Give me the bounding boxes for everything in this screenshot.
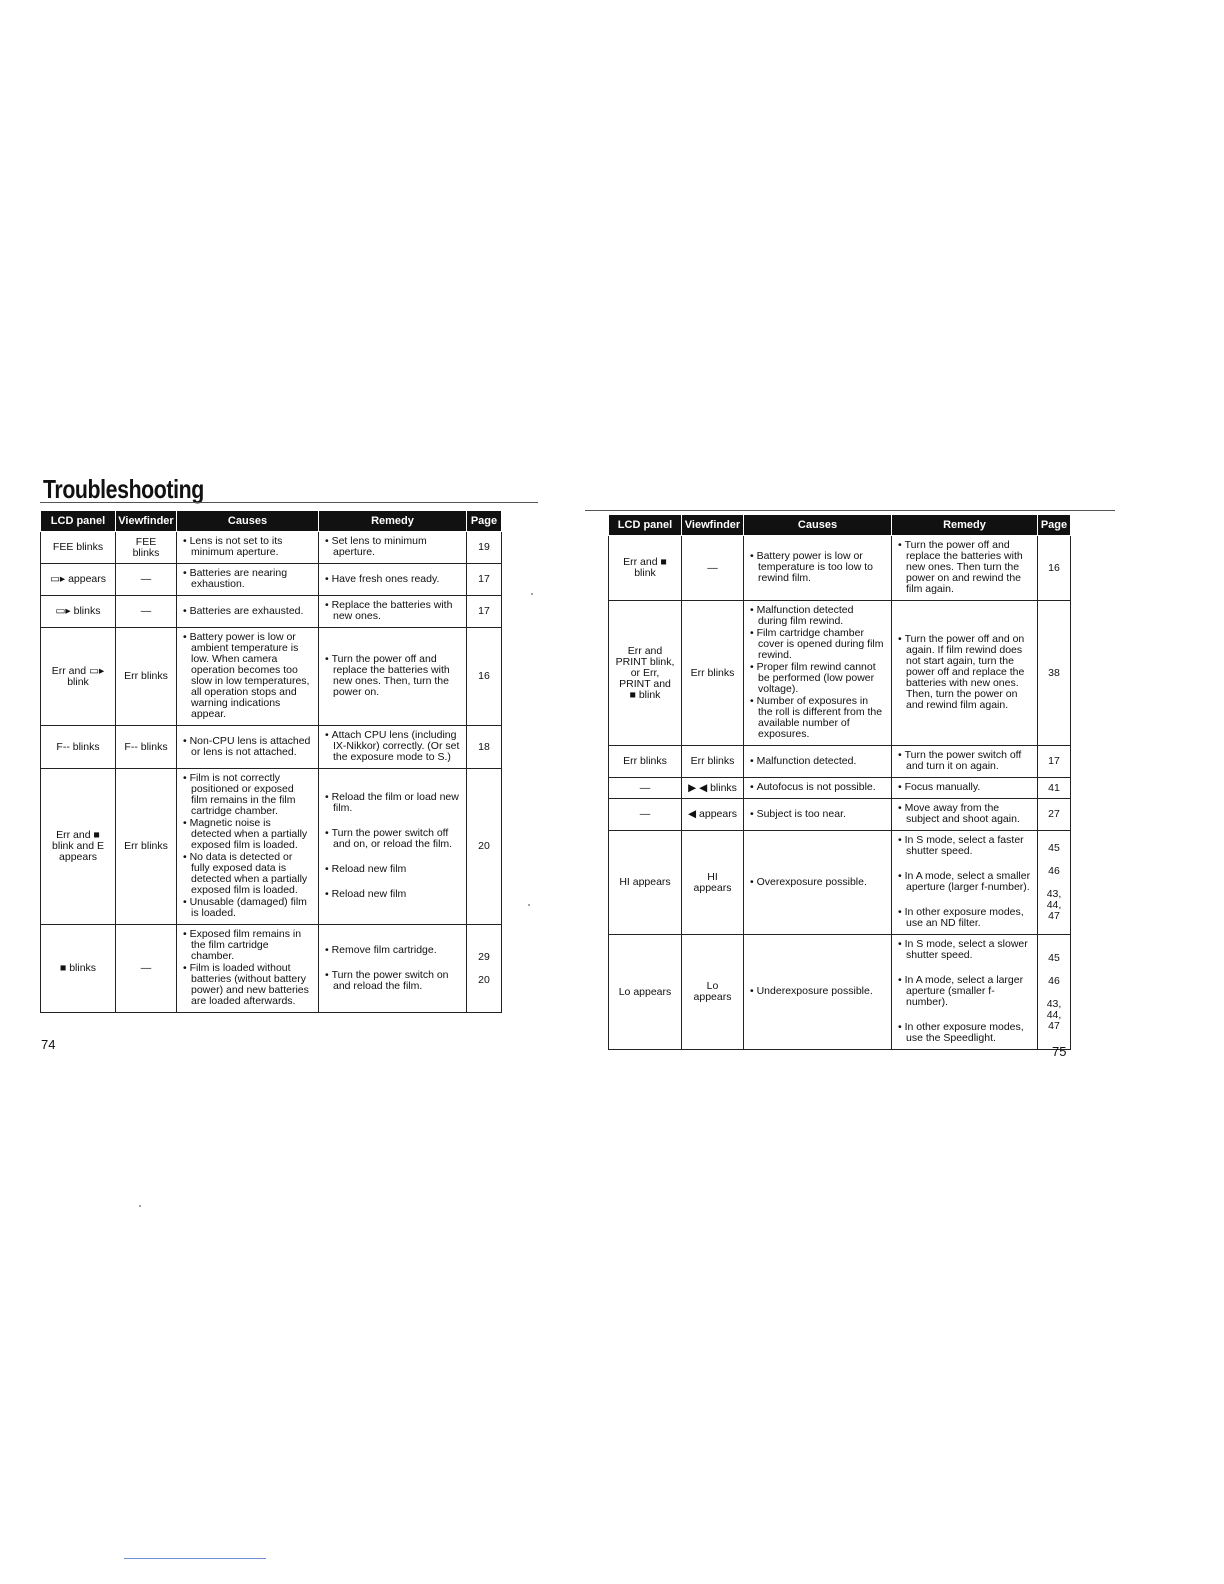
header-lcd-panel: LCD panel <box>609 515 682 536</box>
lcd-panel-cell: ■ blinks <box>41 925 116 1013</box>
header-viewfinder: Viewfinder <box>682 515 744 536</box>
page-ref: 16 <box>1048 561 1060 574</box>
header-causes: Causes <box>744 515 892 536</box>
scan-edge-line <box>124 1558 266 1559</box>
cause-item: • No data is detected or fully exposed data is detected when a partially exposed film is loaded. <box>183 852 312 896</box>
remedy-item: • In S mode, select a faster shutter speed. <box>898 835 1031 857</box>
page-ref-stack <box>1044 563 1064 574</box>
page-ref: 16 <box>478 670 490 682</box>
page-ref: 18 <box>478 740 490 753</box>
remedy-list <box>325 654 460 698</box>
table-row <box>609 601 1071 746</box>
remedy-list <box>325 574 460 585</box>
remedy-item: • Turn the power switch on and reload the film. <box>325 970 460 992</box>
remedy-cell <box>319 564 467 596</box>
page-ref-cell <box>1038 799 1071 831</box>
remedy-list <box>325 792 460 814</box>
cause-item: • Malfunction detected during film rewind. <box>750 605 885 627</box>
lcd-panel-cell: Err blinks <box>609 746 682 778</box>
remedy-cell <box>319 925 467 1013</box>
cause-item: • Exposed film remains in the film cartridge chamber. <box>183 929 312 962</box>
cause-item: • Number of exposures in the roll is different from the available number of exposures. <box>750 696 885 740</box>
remedy-item: • Move away from the subject and shoot again. <box>898 803 1031 825</box>
cause-item: • Overexposure possible. <box>750 877 885 888</box>
table-header-row <box>41 511 502 532</box>
page-ref-stack <box>473 606 495 617</box>
lcd-panel-cell: — <box>609 799 682 831</box>
cause-item: • Lens is not set to its minimum aperture. <box>183 536 312 558</box>
page-ref-stack <box>1044 756 1064 767</box>
viewfinder-cell: HI appears <box>682 831 744 935</box>
header-viewfinder: Viewfinder <box>116 511 177 532</box>
title-rule-right <box>585 510 1115 511</box>
viewfinder-cell: — <box>116 596 177 628</box>
page-ref-stack <box>473 952 495 986</box>
cause-item: • Autofocus is not possible. <box>750 782 885 793</box>
lcd-panel-cell: ▭▸ blinks <box>41 596 116 628</box>
causes-list <box>750 986 885 997</box>
remedy-item: • Replace the batteries with new ones. <box>325 600 460 622</box>
page-ref-cell <box>1038 778 1071 799</box>
remedy-list <box>325 730 460 763</box>
remedy-list <box>898 939 1031 961</box>
cause-item: • Battery power is low or ambient temperature is low. When camera operation becomes too slow in low temperatures, all operation stops and warning indications appear. <box>183 632 312 720</box>
cause-item: • Batteries are nearing exhaustion. <box>183 568 312 590</box>
table-row <box>41 628 502 726</box>
causes-list <box>750 551 885 584</box>
page-ref-stack <box>1044 668 1064 679</box>
page-ref-cell <box>1038 536 1071 601</box>
viewfinder-cell: F-- blinks <box>116 726 177 769</box>
table-row <box>609 778 1071 799</box>
viewfinder-cell: — <box>682 536 744 601</box>
remedy-item: • Have fresh ones ready. <box>325 574 460 585</box>
page-ref-stack <box>473 671 495 682</box>
remedy-list <box>898 782 1031 793</box>
cause-item: • Unusable (damaged) film is loaded. <box>183 897 312 919</box>
cause-item: • Underexposure possible. <box>750 986 885 997</box>
remedy-list <box>898 907 1031 929</box>
remedy-item: • Turn the power switch off and turn it on again. <box>898 750 1031 772</box>
viewfinder-cell: Err blinks <box>116 769 177 925</box>
page-ref-cell <box>1038 831 1071 935</box>
remedy-item: • Reload the film or load new film. <box>325 792 460 814</box>
table-row <box>609 746 1071 778</box>
causes-cell <box>177 532 319 564</box>
table-row <box>41 564 502 596</box>
page-ref: 20 <box>478 840 490 852</box>
remedy-list <box>898 750 1031 772</box>
page-ref: 46 <box>1048 865 1060 877</box>
remedy-item: • Attach CPU lens (including IX-Nikkor) correctly. (Or set the exposure mode to S.) <box>325 730 460 763</box>
remedy-list <box>898 835 1031 857</box>
causes-cell <box>177 925 319 1013</box>
viewfinder-cell: Err blinks <box>682 746 744 778</box>
causes-list <box>183 632 312 720</box>
page-ref: 20 <box>478 973 490 986</box>
cause-item: • Film is not correctly positioned or exposed film remains in the film cartridge chamber. <box>183 773 312 817</box>
viewfinder-cell: ▶ ◀ blinks <box>682 778 744 799</box>
causes-cell <box>177 628 319 726</box>
remedy-list <box>898 871 1031 893</box>
page-ref: 46 <box>1048 974 1060 987</box>
page-ref: 29 <box>478 950 490 963</box>
cause-item: • Non-CPU lens is attached or lens is not attached. <box>183 736 312 758</box>
viewfinder-cell: — <box>116 564 177 596</box>
table-row <box>41 769 502 925</box>
lcd-panel-cell: FEE blinks <box>41 532 116 564</box>
causes-list <box>750 605 885 740</box>
causes-cell <box>177 769 319 925</box>
causes-cell <box>177 564 319 596</box>
page-ref-cell <box>467 532 502 564</box>
page-ref: 43, 44, 47 <box>1046 888 1062 922</box>
remedy-item: • Reload new film <box>325 864 460 875</box>
viewfinder-cell: Err blinks <box>682 601 744 746</box>
page-ref: 43, 44, 47 <box>1046 997 1062 1032</box>
remedy-list <box>325 889 460 900</box>
causes-list <box>183 606 312 617</box>
remedy-list <box>898 1022 1031 1044</box>
causes-cell <box>744 601 892 746</box>
remedy-list <box>898 803 1031 825</box>
causes-list <box>183 568 312 590</box>
remedy-list <box>898 634 1031 711</box>
cause-item: • Battery power is low or temperature is too low to rewind film. <box>750 551 885 584</box>
remedy-item: • Turn the power switch off and on, or reload the film. <box>325 828 460 850</box>
header-lcd-panel: LCD panel <box>41 511 116 532</box>
header-causes: Causes <box>177 511 319 532</box>
table-row <box>41 726 502 769</box>
remedy-cell <box>892 778 1038 799</box>
remedy-cell <box>892 799 1038 831</box>
lcd-panel-cell: Err and PRINT blink, or Err, PRINT and ■ blink <box>609 601 682 746</box>
page-ref: 45 <box>1048 951 1060 964</box>
page-ref: 45 <box>1048 842 1060 854</box>
page-ref-stack <box>473 542 495 553</box>
lcd-panel-cell: Err and ▭▸ blink <box>41 628 116 726</box>
causes-list <box>750 782 885 793</box>
page-number-left: 74 <box>41 1037 56 1052</box>
scan-speck <box>139 1205 141 1207</box>
remedy-item: • Turn the power off and replace the batteries with new ones. Then, turn the power on. <box>325 654 460 698</box>
remedy-cell <box>319 596 467 628</box>
header-page: Page <box>467 511 502 532</box>
causes-list <box>183 536 312 558</box>
causes-list <box>183 773 312 919</box>
table-header-row <box>609 515 1071 536</box>
remedy-cell <box>892 746 1038 778</box>
remedy-item: • Reload new film <box>325 889 460 900</box>
remedy-item: • Turn the power off and replace the batteries with new ones. Then turn the power on and rewind the film again. <box>898 540 1031 595</box>
scan-speck <box>528 904 530 906</box>
page-ref: 19 <box>478 541 490 553</box>
lcd-panel-cell: — <box>609 778 682 799</box>
remedy-list <box>898 540 1031 595</box>
page-ref: 27 <box>1048 808 1060 820</box>
lcd-panel-cell: Err and ■ blink and E appears <box>41 769 116 925</box>
viewfinder-cell: Err blinks <box>116 628 177 726</box>
remedy-item: • In A mode, select a smaller aperture (larger f-number). <box>898 871 1031 893</box>
page-ref: 17 <box>478 605 490 617</box>
header-remedy: Remedy <box>892 515 1038 536</box>
page-ref: 41 <box>1048 781 1060 794</box>
remedy-list <box>325 864 460 875</box>
table-row <box>609 536 1071 601</box>
remedy-cell <box>319 726 467 769</box>
lcd-panel-cell: F-- blinks <box>41 726 116 769</box>
causes-cell <box>177 596 319 628</box>
remedy-list <box>898 975 1031 1008</box>
causes-list <box>183 929 312 1007</box>
lcd-panel-cell: ▭▸ appears <box>41 564 116 596</box>
table-row <box>609 935 1071 1050</box>
remedy-list <box>325 828 460 850</box>
header-remedy: Remedy <box>319 511 467 532</box>
remedy-item: • Set lens to minimum aperture. <box>325 536 460 558</box>
cause-item: • Subject is too near. <box>750 809 885 820</box>
page-ref-stack <box>473 841 495 852</box>
cause-item: • Film cartridge chamber cover is opened during film rewind. <box>750 628 885 661</box>
page-ref-stack <box>473 574 495 585</box>
page-ref-cell <box>1038 746 1071 778</box>
viewfinder-cell: FEE blinks <box>116 532 177 564</box>
causes-list <box>750 877 885 888</box>
page-ref: 38 <box>1048 666 1060 679</box>
remedy-item: • In other exposure modes, use an ND filter. <box>898 907 1031 929</box>
troubleshooting-table-right <box>608 514 1071 1050</box>
header-page: Page <box>1038 515 1071 536</box>
remedy-cell <box>319 769 467 925</box>
causes-cell <box>744 536 892 601</box>
title-rule-left <box>40 502 538 503</box>
cause-item: • Film is loaded without batteries (without battery power) and new batteries are loaded afterwards. <box>183 963 312 1007</box>
remedy-item: • Focus manually. <box>898 782 1031 793</box>
troubleshooting-table-left <box>40 510 502 1013</box>
page-ref-cell <box>467 726 502 769</box>
table-row <box>41 596 502 628</box>
page-number-right: 75 <box>1052 1044 1067 1059</box>
page-ref-cell <box>467 925 502 1013</box>
causes-cell <box>744 778 892 799</box>
page-ref-cell <box>467 628 502 726</box>
remedy-item: • In A mode, select a larger aperture (smaller f-number). <box>898 975 1031 1008</box>
remedy-cell <box>319 628 467 726</box>
viewfinder-cell: Lo appears <box>682 935 744 1050</box>
remedy-list <box>325 970 460 992</box>
page-ref-stack <box>473 742 495 753</box>
cause-item: • Malfunction detected. <box>750 756 885 767</box>
page-title: Troubleshooting <box>43 474 204 504</box>
remedy-cell <box>892 601 1038 746</box>
page-ref-cell <box>467 596 502 628</box>
remedy-list <box>325 945 460 956</box>
table-row <box>609 831 1071 935</box>
remedy-list <box>325 600 460 622</box>
scan-speck <box>531 593 533 595</box>
remedy-cell <box>892 831 1038 935</box>
causes-cell <box>744 799 892 831</box>
viewfinder-cell: — <box>116 925 177 1013</box>
causes-cell <box>177 726 319 769</box>
lcd-panel-cell: Err and ■ blink <box>609 536 682 601</box>
remedy-item: • Remove film cartridge. <box>325 945 460 956</box>
remedy-item: • Turn the power off and on again. If film rewind does not start again, turn the power off and replace the batteries with new ones. Then, turn the power on and rewind film again. <box>898 634 1031 711</box>
lcd-panel-cell: Lo appears <box>609 935 682 1050</box>
remedy-cell <box>892 935 1038 1050</box>
table-row <box>609 799 1071 831</box>
page-ref-cell <box>467 564 502 596</box>
page-ref-cell <box>1038 601 1071 746</box>
page-ref-stack <box>1044 809 1064 820</box>
remedy-cell <box>892 536 1038 601</box>
page-ref: 17 <box>478 573 490 585</box>
lcd-panel-cell: HI appears <box>609 831 682 935</box>
causes-cell <box>744 746 892 778</box>
causes-list <box>750 809 885 820</box>
causes-cell <box>744 831 892 935</box>
remedy-item: • In S mode, select a slower shutter speed. <box>898 939 1031 961</box>
page-ref-stack <box>1044 783 1064 794</box>
page-ref-cell <box>1038 935 1071 1050</box>
remedy-item: • In other exposure modes, use the Speedlight. <box>898 1022 1031 1044</box>
viewfinder-cell: ◀ appears <box>682 799 744 831</box>
remedy-cell <box>319 532 467 564</box>
cause-item: • Proper film rewind cannot be performed (low power voltage). <box>750 662 885 695</box>
cause-item: • Magnetic noise is detected when a partially exposed film is loaded. <box>183 818 312 851</box>
page-ref-stack <box>1044 953 1064 1032</box>
remedy-list <box>325 536 460 558</box>
table-row <box>41 925 502 1013</box>
page-ref-cell <box>467 769 502 925</box>
table-row <box>41 532 502 564</box>
causes-list <box>750 756 885 767</box>
page-ref-stack <box>1044 843 1064 922</box>
causes-list <box>183 736 312 758</box>
cause-item: • Batteries are exhausted. <box>183 606 312 617</box>
causes-cell <box>744 935 892 1050</box>
page-ref: 17 <box>1048 755 1060 767</box>
